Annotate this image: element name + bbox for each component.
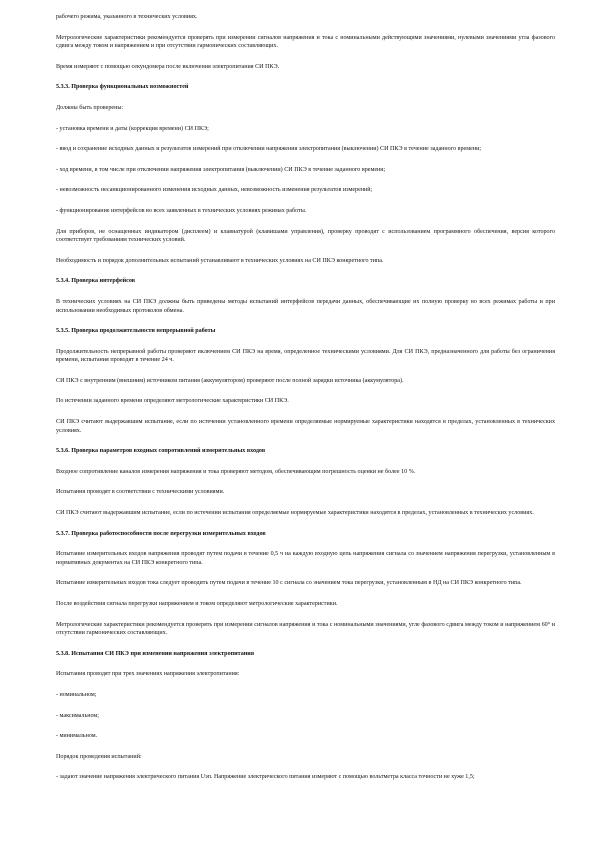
text-block bbox=[56, 34, 555, 51]
list-item: - задают значение напряжения электрического питания Uэп. Напряжение электрического питания измеряют с помощью вольтметра класса точности не хуже 1,5; bbox=[56, 774, 475, 781]
list-item: - невозможность несанкционированного изменения исходных данных, невозможность изменения результатов измерений; bbox=[56, 187, 373, 194]
section-heading: 5.3.4. Проверка интерфейсов bbox=[56, 278, 136, 285]
paragraph: Время измеряют с помощью секундомера после включения электропитания СИ ПКЭ. bbox=[56, 63, 280, 70]
text-block bbox=[56, 104, 555, 113]
list-item: - ход времени, в том числе при отключении напряжения электропитания (выключении) СИ ПКЭ в течение заданного времени; bbox=[56, 166, 386, 173]
text-block bbox=[56, 691, 555, 700]
text-block bbox=[56, 621, 555, 638]
text-block bbox=[56, 550, 555, 567]
text-block bbox=[56, 166, 555, 175]
paragraph: Метрологические характеристики рекомендуется проверять при измерении сигналов напряжения и тока с номинальными значениями, угле фазового сдвига между током и напряжением 60° и отсутствии гармонических составляющих. bbox=[56, 621, 555, 637]
text-block bbox=[56, 125, 555, 134]
paragraph: Должны быть проверены: bbox=[56, 104, 124, 111]
text-block bbox=[56, 447, 555, 456]
paragraph: рабочего режима, указанного в технических условиях. bbox=[56, 14, 198, 20]
paragraph: СИ ПКЭ считают выдержавшим испытание, если по истечении испытания определяемые нормируемые характеристики находятся в пределах, установленных в технических условиях. bbox=[56, 510, 534, 517]
text-block bbox=[56, 773, 555, 782]
text-block bbox=[56, 277, 555, 286]
list-item: - установка времени и даты (коррекция времени) СИ ПКЭ; bbox=[56, 125, 209, 132]
section-heading: 5.3.6. Проверка параметров входных сопротивлений измерительных входов bbox=[56, 448, 266, 455]
list-item: - максимальном; bbox=[56, 712, 99, 719]
paragraph: СИ ПКЭ с внутренним (внешним) источником питания (аккумулятором) проверяют после полной зарядки источника (аккумулятора). bbox=[56, 377, 404, 384]
text-block bbox=[56, 530, 555, 539]
section-heading: 5.3.3. Проверка функциональных возможностей bbox=[56, 84, 189, 91]
paragraph: Испытание измерительных входов напряжения проводят путем подачи в течение 0,5 ч на каждую входную цепь напряжения сигнала со значением напряжения перегрузки, установленным в нормативных документах на СИ ПКЭ конкретного типа. bbox=[56, 551, 555, 566]
paragraph: Входное сопротивление каналов измерения напряжения и тока проверяют методом, обеспечивающим погрешность оценки не более 10 %. bbox=[56, 468, 416, 475]
text-block bbox=[56, 186, 555, 195]
paragraph: После воздействия сигнала перегрузки напряжением и током определяют метрологические характеристики. bbox=[56, 601, 338, 607]
text-block bbox=[56, 63, 555, 72]
list-item: - минимальном. bbox=[56, 733, 98, 740]
paragraph: Необходимость и порядок дополнительных испытаний устанавливают в технических условиях на СИ ПКЭ конкретного типа. bbox=[56, 257, 384, 264]
text-block bbox=[56, 650, 555, 659]
text-block bbox=[56, 670, 555, 679]
text-block bbox=[56, 228, 555, 245]
paragraph: Испытание измерительных входов тока следует проводить путем подачи в течение 10 с сигнала со значением тока перегрузки, установленным в НД на СИ ПКЭ конкретного типа. bbox=[56, 580, 522, 587]
section-heading: 5.3.5. Проверка продолжительности непрерывной работы bbox=[56, 328, 216, 335]
text-block bbox=[56, 327, 555, 336]
paragraph: Испытания проводят в соответствии с техническими условиями. bbox=[56, 489, 225, 496]
text-block bbox=[56, 257, 555, 266]
paragraph: Продолжительность непрерывной работы проверяют включением СИ ПКЭ на время, определенное техническими условиями. Для СИ ПКЭ, предназначенного для работы без ограничения времени, испытания проводят в течение 24 ч. bbox=[56, 348, 555, 364]
text-block bbox=[56, 348, 555, 365]
text-block bbox=[56, 509, 555, 518]
paragraph: В технических условиях на СИ ПКЭ должны быть приведены методы испытаний интерфейсов передачи данных, обеспечивающие их полную проверку во всех режимах работы и при использовании необходимых протоколов обмена. bbox=[56, 298, 555, 314]
text-block bbox=[56, 83, 555, 92]
section-heading: 5.3.8. Испытания СИ ПКЭ при изменении напряжения электропитания bbox=[56, 650, 255, 657]
list-item: - функционирование интерфейсов во всех заявленных в технических условиях режимах работы. bbox=[56, 207, 307, 214]
text-block bbox=[56, 207, 555, 216]
list-item: - ввод и сохранение исходных данных и результатов измерений при отключении напряжения электропитания (выключении) СИ ПКЭ в течение заданного времени; bbox=[56, 146, 482, 153]
paragraph: По истечении заданного времени определяют метрологические характеристики СИ ПКЭ. bbox=[56, 398, 289, 405]
paragraph: Испытания проводят при трех значениях напряжения электропитания: bbox=[56, 671, 240, 678]
text-block bbox=[56, 600, 555, 609]
text-block bbox=[56, 468, 555, 477]
text-block bbox=[56, 298, 555, 315]
paragraph: Порядок проведения испытаний: bbox=[56, 753, 142, 760]
paragraph: Для приборов, не оснащенных индикатором (дисплеем) и клавиатурой (клавишами управления), проверку проводят с использованием программного обеспечения, версия которого соответствует требованиям технических условий. bbox=[56, 228, 555, 244]
text-block bbox=[56, 712, 555, 721]
list-item: - номинальном; bbox=[56, 691, 97, 698]
text-block bbox=[56, 488, 555, 497]
text-block bbox=[56, 579, 555, 588]
text-block bbox=[56, 13, 555, 22]
section-heading: 5.3.7. Проверка работоспособности после перегрузки измерительных входов bbox=[56, 530, 266, 537]
paragraph: Метрологические характеристики рекомендуется проверять при измерении сигналов напряжения и тока с номинальными действующими значениями, нулевыми значениями угла фазового сдвига между током и напряжением и при отсутствии гармонических составляющих. bbox=[56, 34, 555, 50]
paragraph: СИ ПКЭ считают выдержавшим испытание, если по истечении установленного времени определяемые нормируемые характеристики находятся в пределах, установленных в технических условиях. bbox=[56, 419, 555, 434]
text-block bbox=[56, 397, 555, 406]
text-block bbox=[56, 732, 555, 741]
text-block bbox=[56, 145, 555, 154]
text-block bbox=[56, 753, 555, 762]
text-block bbox=[56, 377, 555, 386]
text-block bbox=[56, 418, 555, 435]
